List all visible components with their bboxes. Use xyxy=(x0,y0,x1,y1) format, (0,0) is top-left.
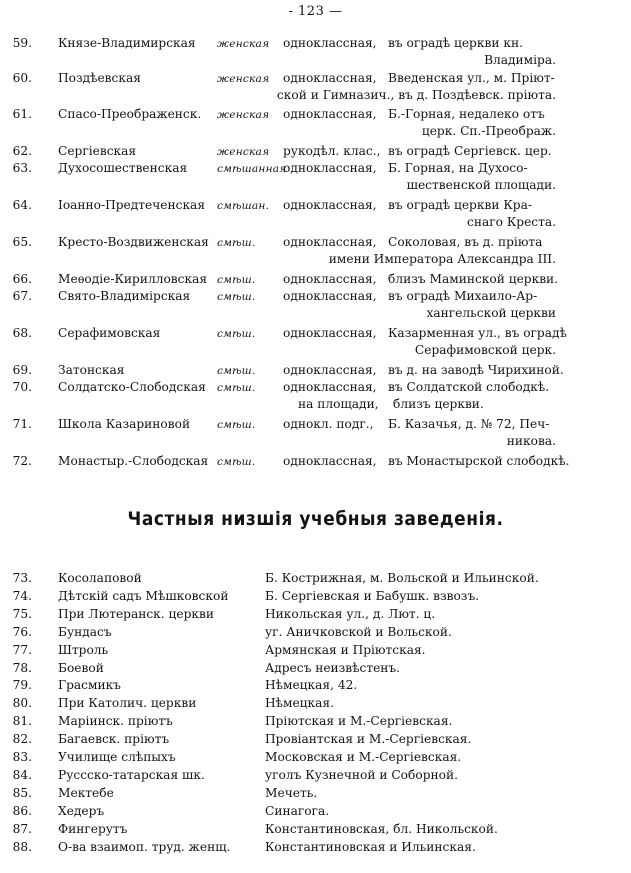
entry-number: 71. xyxy=(12,417,32,431)
school-address-cont: Владиміра. xyxy=(484,53,556,67)
school-type: одноклассная, xyxy=(283,380,377,394)
entry-number: 74. xyxy=(12,588,32,603)
school-name: При Католич. церкви xyxy=(58,696,197,711)
school-address: уг. Аничковской и Вольской. xyxy=(265,624,452,639)
school-gender: смѣш. xyxy=(217,274,256,286)
entry-number: 81. xyxy=(12,714,32,729)
school-address: въ Монастырской слободкѣ. xyxy=(388,454,570,468)
school-name: Косолаповой xyxy=(58,571,142,585)
school-name: Іоанно-Предтеченская xyxy=(58,198,206,212)
entry-number: 67. xyxy=(12,289,32,303)
school-gender: смѣш. xyxy=(217,291,256,303)
school-address: Б. Сергіевская и Бабушк. взвозъ. xyxy=(265,588,480,603)
school-name: Князе-Владимирская xyxy=(58,36,196,50)
school-address-cont: имени Императора Александра III. xyxy=(328,252,556,266)
school-name: Бундасъ xyxy=(58,624,112,639)
school-address: въ оградѣ церкви кн. xyxy=(388,36,523,50)
school-address: Адресъ неизвѣстенъ. xyxy=(265,660,401,675)
entry-number: 83. xyxy=(12,750,32,764)
entry-number: 86. xyxy=(12,803,32,818)
entry-number: 77. xyxy=(12,642,32,657)
school-address: Мечеть. xyxy=(265,785,318,800)
school-type: одноклассная, xyxy=(283,198,377,212)
school-type: одноклассная, xyxy=(283,71,377,85)
school-address-cont: хангельской церкви xyxy=(426,306,556,320)
school-gender: женская xyxy=(217,146,270,158)
school-address: Провіантская и М.-Сергіевская. xyxy=(265,732,472,747)
school-type: одноклассная, xyxy=(283,161,377,175)
school-gender: женская xyxy=(217,73,270,85)
school-name: Солдатско-Слободская xyxy=(58,380,206,394)
entry-number: 65. xyxy=(12,235,32,249)
school-address: Б.-Горная, недалеко отъ xyxy=(388,107,545,121)
school-gender: женская xyxy=(217,38,270,50)
entry-number: 82. xyxy=(12,732,32,747)
school-address: въ Солдатской слободкѣ. xyxy=(388,380,550,394)
school-address: Армянская и Пріютская. xyxy=(265,642,426,657)
school-gender: смѣш. xyxy=(217,237,256,249)
school-gender: смѣш. xyxy=(217,456,256,468)
school-address: въ д. на заводѣ Чирихиной. xyxy=(388,363,564,377)
school-type: одноклассная, xyxy=(283,289,377,303)
entry-number: 72. xyxy=(12,454,32,468)
section-heading: Частныя низшія учебныя заведенія. xyxy=(127,509,504,530)
school-type: однокл. подг., xyxy=(283,417,374,431)
entry-number: 87. xyxy=(12,821,32,836)
entry-number: 63. xyxy=(12,161,32,175)
school-address-cont: никова. xyxy=(506,434,556,448)
school-name: Училище слѣпыхъ xyxy=(58,750,176,764)
school-address-cont: снаго Креста. xyxy=(467,215,556,229)
school-type: рукодѣл. клас., xyxy=(283,144,381,158)
school-gender: смѣшан. xyxy=(217,200,270,212)
school-name: Сергіевская xyxy=(58,144,137,158)
school-name: Мектебе xyxy=(58,785,114,800)
entry-number: 73. xyxy=(12,571,32,585)
school-address: уголъ Кузнечной и Соборной. xyxy=(265,767,458,782)
school-name: Школа Казариновой xyxy=(58,417,191,431)
school-address: Нѣмецкая, 42. xyxy=(265,678,358,693)
school-address: въ оградѣ Михаило-Ар- xyxy=(388,289,538,303)
school-address-cont: ской и Гимназич., въ д. Поздѣевск. пріюта. xyxy=(276,88,556,102)
entry-number: 61. xyxy=(12,107,32,121)
school-name: Серафимовская xyxy=(58,326,161,340)
school-name: Меѳодіе-Кирилловская xyxy=(58,272,208,286)
entry-number: 75. xyxy=(12,606,32,621)
school-address: Введенская ул., м. Пріют- xyxy=(388,71,555,85)
school-address: Нѣмецкая. xyxy=(265,696,334,711)
school-gender: смѣш. xyxy=(217,382,256,394)
school-name: Фингерутъ xyxy=(58,821,128,836)
school-type-cont: на площади, xyxy=(298,397,379,411)
school-type: одноклассная, xyxy=(283,235,377,249)
school-name: Боевой xyxy=(58,660,104,675)
school-address: Б. Кострижная, м. Вольской и Ильинской. xyxy=(265,571,539,585)
entry-number: 70. xyxy=(12,380,32,394)
school-address: Б. Горная, на Духосо- xyxy=(388,161,528,175)
school-type: одноклассная, xyxy=(283,107,377,121)
entry-number: 62. xyxy=(12,144,32,158)
school-type: одноклассная, xyxy=(283,326,377,340)
school-address: Б. Казачья, д. № 72, Печ- xyxy=(388,417,550,431)
school-name: Грасмикъ xyxy=(58,678,121,693)
school-address-cont: шественской площади. xyxy=(406,178,556,192)
school-address: Синагога. xyxy=(265,803,330,818)
school-address-cont: церк. Сп.-Преображ. xyxy=(421,124,556,138)
school-name: О-ва взаимоп. труд. женщ. xyxy=(58,839,231,854)
entry-number: 60. xyxy=(12,71,32,85)
school-gender: смѣшанная xyxy=(217,163,287,175)
entry-number: 80. xyxy=(12,696,32,711)
school-name: Хедеръ xyxy=(58,803,105,818)
entry-number: 66. xyxy=(12,272,32,286)
school-gender: смѣш. xyxy=(217,328,256,340)
school-address: въ оградѣ церкви Кра- xyxy=(388,198,532,212)
school-name: Штроль xyxy=(58,642,109,657)
school-type: одноклассная, xyxy=(283,272,377,286)
school-name: Монастыр.-Слободская xyxy=(58,454,209,468)
school-name: Руссско-татарская шк. xyxy=(58,767,205,782)
school-name: Спасо-Преображенск. xyxy=(58,107,202,121)
entry-number: 79. xyxy=(12,678,32,693)
entry-number: 78. xyxy=(12,660,32,675)
school-name: Маріинск. пріютъ xyxy=(58,714,173,729)
school-address: Константиновская, бл. Никольской. xyxy=(265,821,498,836)
school-type: одноклассная, xyxy=(283,454,377,468)
school-address-cont: близъ церкви. xyxy=(393,397,484,411)
school-name: Затонская xyxy=(58,363,125,377)
school-address: Московская и М.-Сергіевская. xyxy=(265,750,462,764)
entry-number: 68. xyxy=(12,326,32,340)
school-gender: смѣш. xyxy=(217,419,256,431)
school-address: близъ Маминской церкви. xyxy=(388,272,559,286)
entry-number: 76. xyxy=(12,624,32,639)
entry-number: 88. xyxy=(12,839,32,854)
entry-number: 69. xyxy=(12,363,32,377)
school-type: одноклассная, xyxy=(283,36,377,50)
school-address: Никольская ул., д. Лют. ц. xyxy=(265,606,436,621)
school-name: Кресто-Воздвиженская xyxy=(58,235,209,249)
school-address: Соколовая, въ д. пріюта xyxy=(388,235,543,249)
school-name: Поздѣевская xyxy=(58,71,141,85)
school-address: Константиновская и Ильинская. xyxy=(265,839,476,854)
school-name: При Лютеранск. церкви xyxy=(58,606,214,621)
school-address-cont: Серафимовской церк. xyxy=(414,343,556,357)
school-address: Казарменная ул., въ оградѣ xyxy=(388,326,567,340)
school-type: одноклассная, xyxy=(283,363,377,377)
school-gender: смѣш. xyxy=(217,365,256,377)
entry-number: 84. xyxy=(12,767,32,782)
school-name: Дѣтскій садъ Мѣшковской xyxy=(58,588,229,603)
school-name: Свято-Владимірская xyxy=(58,289,191,303)
school-gender: женская xyxy=(217,109,270,121)
school-address: въ оградѣ Сергіевск. цер. xyxy=(388,144,552,158)
entry-number: 64. xyxy=(12,198,32,212)
entry-number: 59. xyxy=(12,36,32,50)
school-address: Пріютская и М.-Сергіевская. xyxy=(265,714,453,729)
school-name: Багаевск. пріютъ xyxy=(58,732,170,747)
school-name: Духосошественская xyxy=(58,161,188,175)
entry-number: 85. xyxy=(12,785,32,800)
page-number: - 123 — xyxy=(288,4,343,19)
